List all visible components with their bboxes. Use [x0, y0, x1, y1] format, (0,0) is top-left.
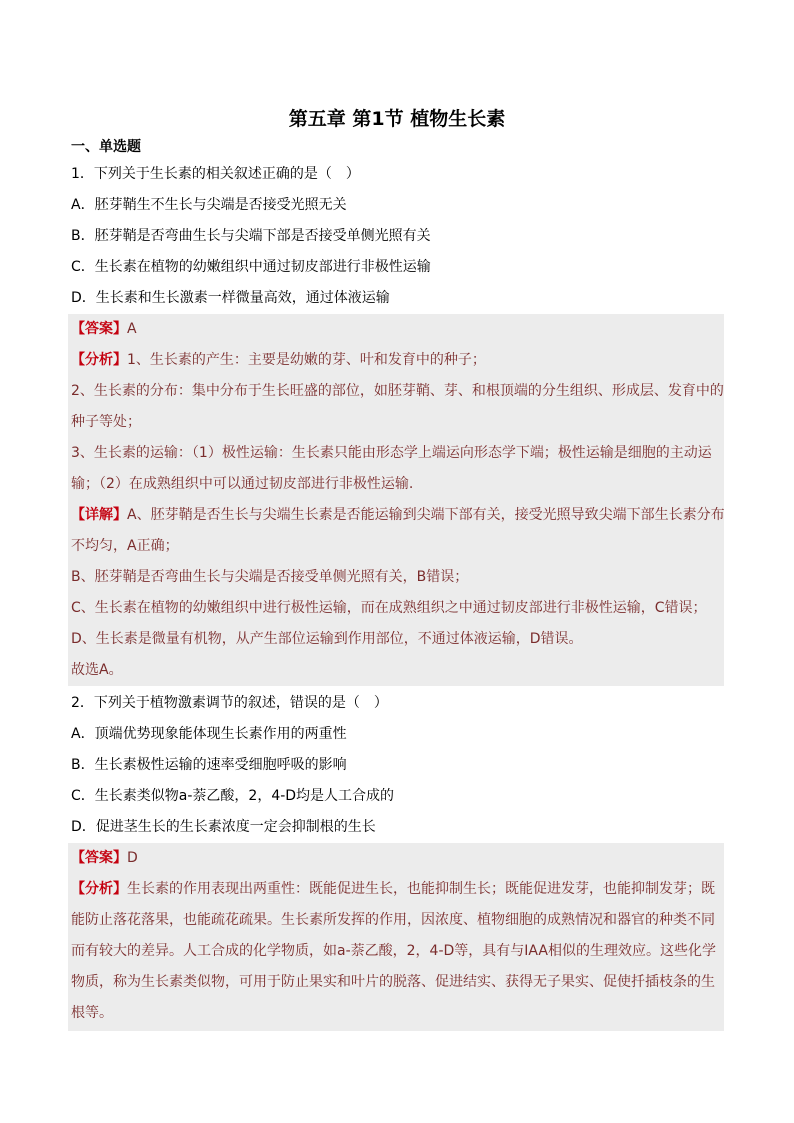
question-1-solution-block [68, 314, 724, 686]
question-1-detail-line: D、生长素是微量有机物，从产生部位运输到作用部位，不通过体液运输，D错误。 [71, 631, 583, 647]
question-2-analysis-line: 根等。 [71, 1005, 113, 1021]
question-2-stem: 2．下列关于植物激素调节的叙述，错误的是（ ） [71, 695, 388, 711]
question-1-option-a: A．胚芽鞘生不生长与尖端是否接受光照无关 [71, 197, 347, 213]
page-title: 第五章 第1节 植物生长素 [288, 108, 506, 130]
question-2-answer: 【答案】D [71, 850, 138, 866]
question-1-analysis-line: 输；（2）在成熟组织中可以通过韧皮部进行非极性运输. [71, 476, 414, 492]
question-1-detail-line: 不均匀，A正确； [71, 538, 179, 554]
question-1-detail-line: 【详解】A、胚芽鞘是否生长与尖端生长素是否能运输到尖端下部有关，接受光照导致尖端下部生长素分布 [71, 507, 725, 523]
question-1-analysis-line: 3、生长素的运输：（1）极性运输：生长素只能由形态学上端运向形态学下端；极性运输是细胞的主动运 [71, 445, 712, 461]
question-2-option-b: B．生长素极性运输的速率受细胞呼吸的影响 [71, 757, 347, 773]
question-2-analysis-line: 而有较大的差异。人工合成的化学物质，如a-萘乙酸，2，4-D等，具有与IAA相似的生理效应。这些化学 [71, 943, 716, 959]
question-2-analysis-line: 【分析】生长素的作用表现出两重性：既能促进生长，也能抑制生长；既能促进发芽，也能抑制发芽；既 [71, 881, 715, 897]
question-1-analysis-line: 种子等处； [71, 414, 141, 430]
question-2-option-d: D．促进茎生长的生长素浓度一定会抑制根的生长 [71, 819, 376, 835]
question-1-answer: 【答案】A [71, 321, 137, 337]
question-1-option-d: D．生长素和生长激素一样微量高效，通过体液运输 [71, 290, 390, 306]
section-heading: 一、单选题 [71, 139, 141, 155]
question-1-option-c: C．生长素在植物的幼嫩组织中通过韧皮部进行非极性运输 [71, 259, 431, 275]
question-1-analysis-line: 2、生长素的分布：集中分布于生长旺盛的部位，如胚芽鞘、芽、和根顶端的分生组织、形成层、发育中的 [71, 383, 724, 399]
question-2-analysis-line: 能防止落花落果，也能疏花疏果。生长素所发挥的作用，因浓度、植物细胞的成熟情况和器官的种类不同 [71, 912, 715, 928]
question-1-detail-line: C、生长素在植物的幼嫩组织中进行极性运输，而在成熟组织之中通过韧皮部进行非极性运输，C错误； [71, 600, 707, 616]
question-1-analysis-line: 【分析】1、生长素的产生：主要是幼嫩的芽、叶和发育中的种子； [71, 352, 486, 368]
question-1-option-b: B．胚芽鞘是否弯曲生长与尖端下部是否接受单侧光照有关 [71, 228, 431, 244]
question-2-option-c: C．生长素类似物a-萘乙酸，2，4-D均是人工合成的 [71, 788, 395, 804]
question-1-conclusion: 故选A。 [71, 662, 123, 678]
question-2-solution-block [68, 843, 724, 1031]
question-1-detail-line: B、胚芽鞘是否弯曲生长与尖端是否接受单侧光照有关，B错误； [71, 569, 469, 585]
question-2-analysis-line: 物质，称为生长素类似物，可用于防止果实和叶片的脱落、促进结实、获得无子果实、促使扦插枝条的生 [71, 974, 715, 990]
question-1-stem: 1．下列关于生长素的相关叙述正确的是（ ） [71, 166, 360, 182]
question-2-option-a: A．顶端优势现象能体现生长素作用的两重性 [71, 726, 347, 742]
